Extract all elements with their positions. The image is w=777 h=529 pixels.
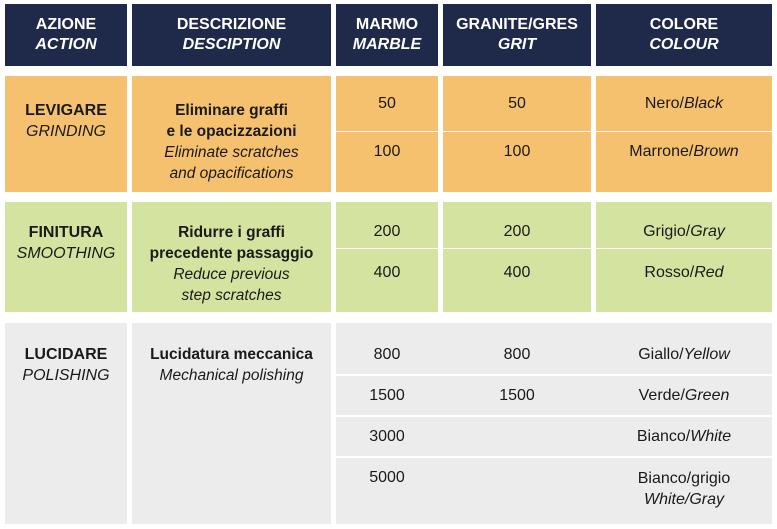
polishing-row1-grit — [443, 335, 591, 373]
grinding-desc-en-2: and opacifications — [169, 165, 294, 182]
header-grit-it: GRANITE/GRES — [456, 16, 578, 33]
polishing-action-en: POLISHING — [22, 367, 110, 384]
polishing-row4-grit — [443, 458, 591, 496]
polishing-row2-colour-en: Green — [684, 386, 730, 404]
grinding-desc-it-1: Eliminare graffi — [175, 102, 288, 119]
header-action-it: AZIONE — [35, 16, 97, 33]
header-grit — [443, 4, 591, 66]
smoothing-row1-grit — [443, 212, 591, 250]
smoothing-row1-grit-value: 200 — [503, 222, 531, 240]
polishing-action-cell — [5, 323, 127, 524]
header-action — [5, 4, 127, 66]
polishing-row3-marble-value: 3000 — [369, 427, 405, 445]
header-marble-it: MARMO — [355, 16, 419, 33]
smoothing-row2-grit-value: 400 — [503, 263, 531, 281]
grinding-row2-grit-value: 100 — [503, 142, 531, 160]
polishing-row4-colour-it: Bianco/grigio — [637, 470, 731, 487]
header-marble — [336, 4, 438, 66]
grinding-row2-marble — [336, 132, 438, 170]
grinding-row1-grit — [443, 76, 591, 131]
polishing-row4-colour — [596, 467, 772, 511]
grinding-action-en: GRINDING — [26, 123, 106, 140]
polishing-row4-colour-en: White/Gray — [643, 491, 724, 508]
grinding-desc-en-1: Eliminate scratches — [164, 144, 299, 161]
polishing-row2-colour — [596, 376, 772, 414]
header-description-it: DESCRIZIONE — [176, 16, 287, 33]
header-description — [132, 4, 331, 66]
smoothing-row1-marble-value: 200 — [373, 222, 401, 240]
polishing-row3-grit — [443, 417, 591, 455]
polishing-desc-en-1: Mechanical polishing — [159, 367, 304, 384]
grinding-description-cell — [132, 76, 331, 192]
smoothing-row1-colour-it: Grigio/ — [643, 222, 691, 240]
grinding-action-it: LEVIGARE — [25, 102, 107, 119]
polishing-row2-marble-value: 1500 — [369, 386, 405, 404]
polishing-row4-marble — [336, 458, 438, 496]
grinding-row1-colour-en: Black — [684, 95, 724, 112]
smoothing-row2-colour-it: Rosso/ — [644, 263, 695, 281]
polishing-row1-grit-value: 800 — [503, 345, 531, 363]
smoothing-action-en: SMOOTHING — [16, 245, 116, 262]
smoothing-action-cell — [5, 202, 127, 312]
grinding-action-cell — [5, 76, 127, 192]
smoothing-description-cell — [132, 202, 331, 312]
grinding-row1-marble — [336, 76, 438, 131]
polishing-row1-colour-en: Yellow — [683, 345, 730, 363]
grinding-row2-colour-it: Marrone/ — [629, 142, 694, 160]
smoothing-row1-colour-en: Gray — [690, 222, 725, 240]
header-marble-en: MARBLE — [352, 36, 422, 53]
grinding-row2-colour-en: Brown — [693, 142, 739, 160]
header-description-en: DESCIPTION — [182, 36, 281, 53]
header-colour-it: COLORE — [649, 16, 719, 33]
grinding-row2-marble-value: 100 — [373, 142, 401, 160]
polishing-desc-it-1: Lucidatura meccanica — [150, 346, 313, 363]
polishing-description-cell — [132, 323, 331, 524]
smoothing-row2-grit — [443, 253, 591, 291]
grinding-row1-grit-value: 50 — [508, 95, 526, 112]
polishing-row3-colour — [596, 417, 772, 455]
smoothing-row2-marble — [336, 253, 438, 291]
smoothing-row2-colour — [596, 253, 772, 291]
polishing-row3-colour-en: White — [690, 427, 732, 445]
grinding-row1-marble-value: 50 — [378, 95, 396, 112]
polishing-row1-colour — [596, 335, 772, 373]
smoothing-row2-marble-value: 400 — [373, 263, 401, 281]
smoothing-desc-it-1: Ridurre i graffi — [178, 224, 285, 241]
polishing-action-it: LUCIDARE — [24, 346, 108, 363]
polishing-row1-colour-it: Giallo/ — [638, 345, 684, 363]
header-action-en: ACTION — [35, 36, 97, 53]
smoothing-row2-colour-en: Red — [694, 263, 724, 281]
polishing-row2-grit-value: 1500 — [499, 386, 535, 404]
header-grit-en: GRIT — [497, 36, 537, 53]
smoothing-row1-marble — [336, 212, 438, 250]
grinding-row2-colour — [596, 132, 772, 170]
polishing-row3-colour-it: Bianco/ — [636, 427, 691, 445]
polishing-row4-marble-value: 5000 — [369, 468, 405, 486]
smoothing-desc-it-2: precedente passaggio — [149, 245, 314, 262]
polishing-row1-marble-value: 800 — [373, 345, 401, 363]
smoothing-row1-colour — [596, 212, 772, 250]
polishing-row2-colour-it: Verde/ — [638, 386, 685, 404]
smoothing-desc-en-2: step scratches — [181, 287, 282, 304]
grinding-row1-colour-it: Nero/ — [644, 95, 684, 112]
polishing-row2-marble — [336, 376, 438, 414]
polishing-row3-marble — [336, 417, 438, 455]
header-colour-en: COLOUR — [649, 36, 719, 53]
polishing-row2-grit — [443, 376, 591, 414]
header-colour — [596, 4, 772, 66]
polishing-row1-marble — [336, 335, 438, 373]
smoothing-desc-en-1: Reduce previous — [173, 266, 290, 283]
grinding-row1-colour — [596, 76, 772, 131]
grinding-row2-grit — [443, 132, 591, 170]
smoothing-action-it: FINITURA — [28, 224, 104, 241]
grinding-desc-it-2: e le opacizzazioni — [166, 123, 297, 140]
